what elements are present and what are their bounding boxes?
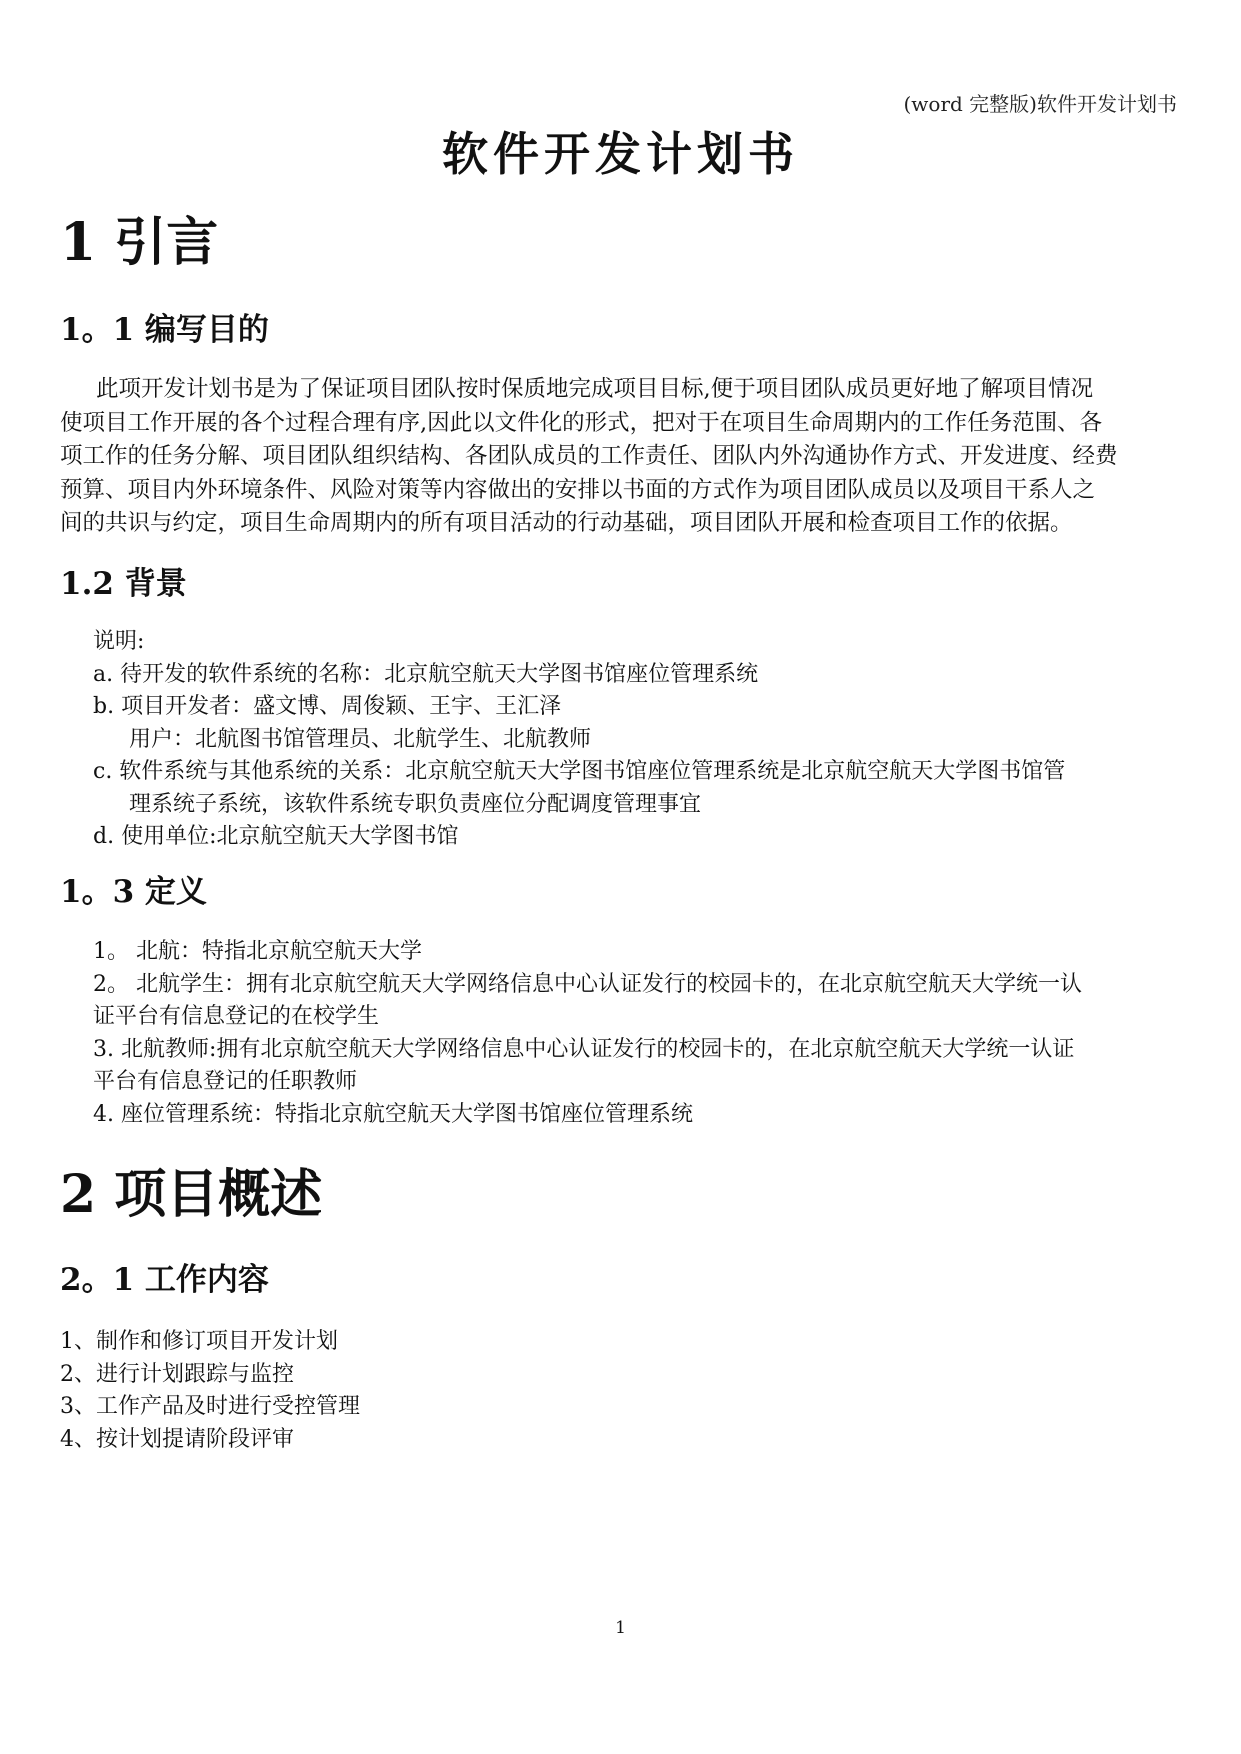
section-1-3-list	[93, 936, 1223, 1131]
document-title: 软件开发计划书	[442, 127, 799, 181]
list-item: 证平台有信息登记的在校学生	[93, 1004, 380, 1029]
page-number: 1	[615, 1618, 626, 1638]
paragraph-line: 使项目工作开展的各个过程合理有序,因此以文件化的形式，把对于在项目生命周期内的工作任务范围、各	[60, 409, 1103, 436]
section-2-1-heading: 2。1 工作内容	[60, 1262, 269, 1298]
section-2-heading: 2 项目概述	[60, 1164, 323, 1225]
list-item: 3、工作产品及时进行受控管理	[60, 1394, 360, 1419]
running-header: (word 完整版)软件开发计划书	[903, 92, 1177, 116]
section-1-1-paragraph	[60, 373, 1200, 541]
section-1-heading: 1 引言	[60, 212, 219, 273]
list-item: 说明:	[93, 629, 145, 654]
list-item: 3. 北航教师:拥有北京航空航天大学网络信息中心认证发行的校园卡的，在北京航空航天大学统一认证	[93, 1036, 1075, 1062]
list-item: 4. 座位管理系统：特指北京航空航天大学图书馆座位管理系统	[93, 1101, 693, 1127]
list-item: 1、制作和修订项目开发计划	[60, 1329, 338, 1354]
section-2-1-list	[60, 1326, 1160, 1456]
section-1-3-heading: 1。3 定义	[60, 874, 207, 910]
list-item: 2、进行计划跟踪与监控	[60, 1361, 294, 1387]
list-item: 4、按计划提请阶段评审	[60, 1426, 294, 1452]
paragraph-line: 此项开发计划书是为了保证项目团队按时保质地完成项目目标,便于项目团队成员更好地了解项目情况	[96, 376, 1094, 402]
section-1-1-heading: 1。1 编写目的	[60, 312, 269, 348]
list-item: 平台有信息登记的任职教师	[93, 1069, 358, 1094]
list-item: 2。 北航学生：拥有北京航空航天大学网络信息中心认证发行的校园卡的，在北京航空航天大学统一认	[93, 971, 1082, 997]
list-item: d. 使用单位:北京航空航天大学图书馆	[93, 824, 459, 849]
section-1-2-heading: 1.2 背景	[60, 566, 187, 602]
paragraph-line: 预算、项目内外环境条件、风险对策等内容做出的安排以书面的方式作为项目团队成员以及项目干系人之	[60, 476, 1096, 503]
list-item: 理系统子系统，该软件系统专职负责座位分配调度管理事宜	[129, 791, 702, 817]
list-item: c. 软件系统与其他系统的关系：北京航空航天大学图书馆座位管理系统是北京航空航天大学图书馆管	[93, 759, 1066, 784]
paragraph-line: 间的共识与约定，项目生命周期内的所有项目活动的行动基础，项目团队开展和检查项目工作的依据。	[60, 510, 1073, 536]
list-item: a. 待开发的软件系统的名称：北京航空航天大学图书馆座位管理系统	[93, 661, 759, 687]
list-item: 1。 北航：特指北京航空航天大学	[93, 939, 422, 964]
section-1-2-list	[93, 626, 1203, 854]
list-item: b. 项目开发者：盛文博、周俊颖、王宇、王汇泽	[93, 694, 562, 719]
paragraph-line: 项工作的任务分解、项目团队组织结构、各团队成员的工作责任、团队内外沟通协作方式、开发进度、经费	[60, 443, 1118, 469]
list-item: 用户：北航图书馆管理员、北航学生、北航教师	[129, 726, 592, 752]
